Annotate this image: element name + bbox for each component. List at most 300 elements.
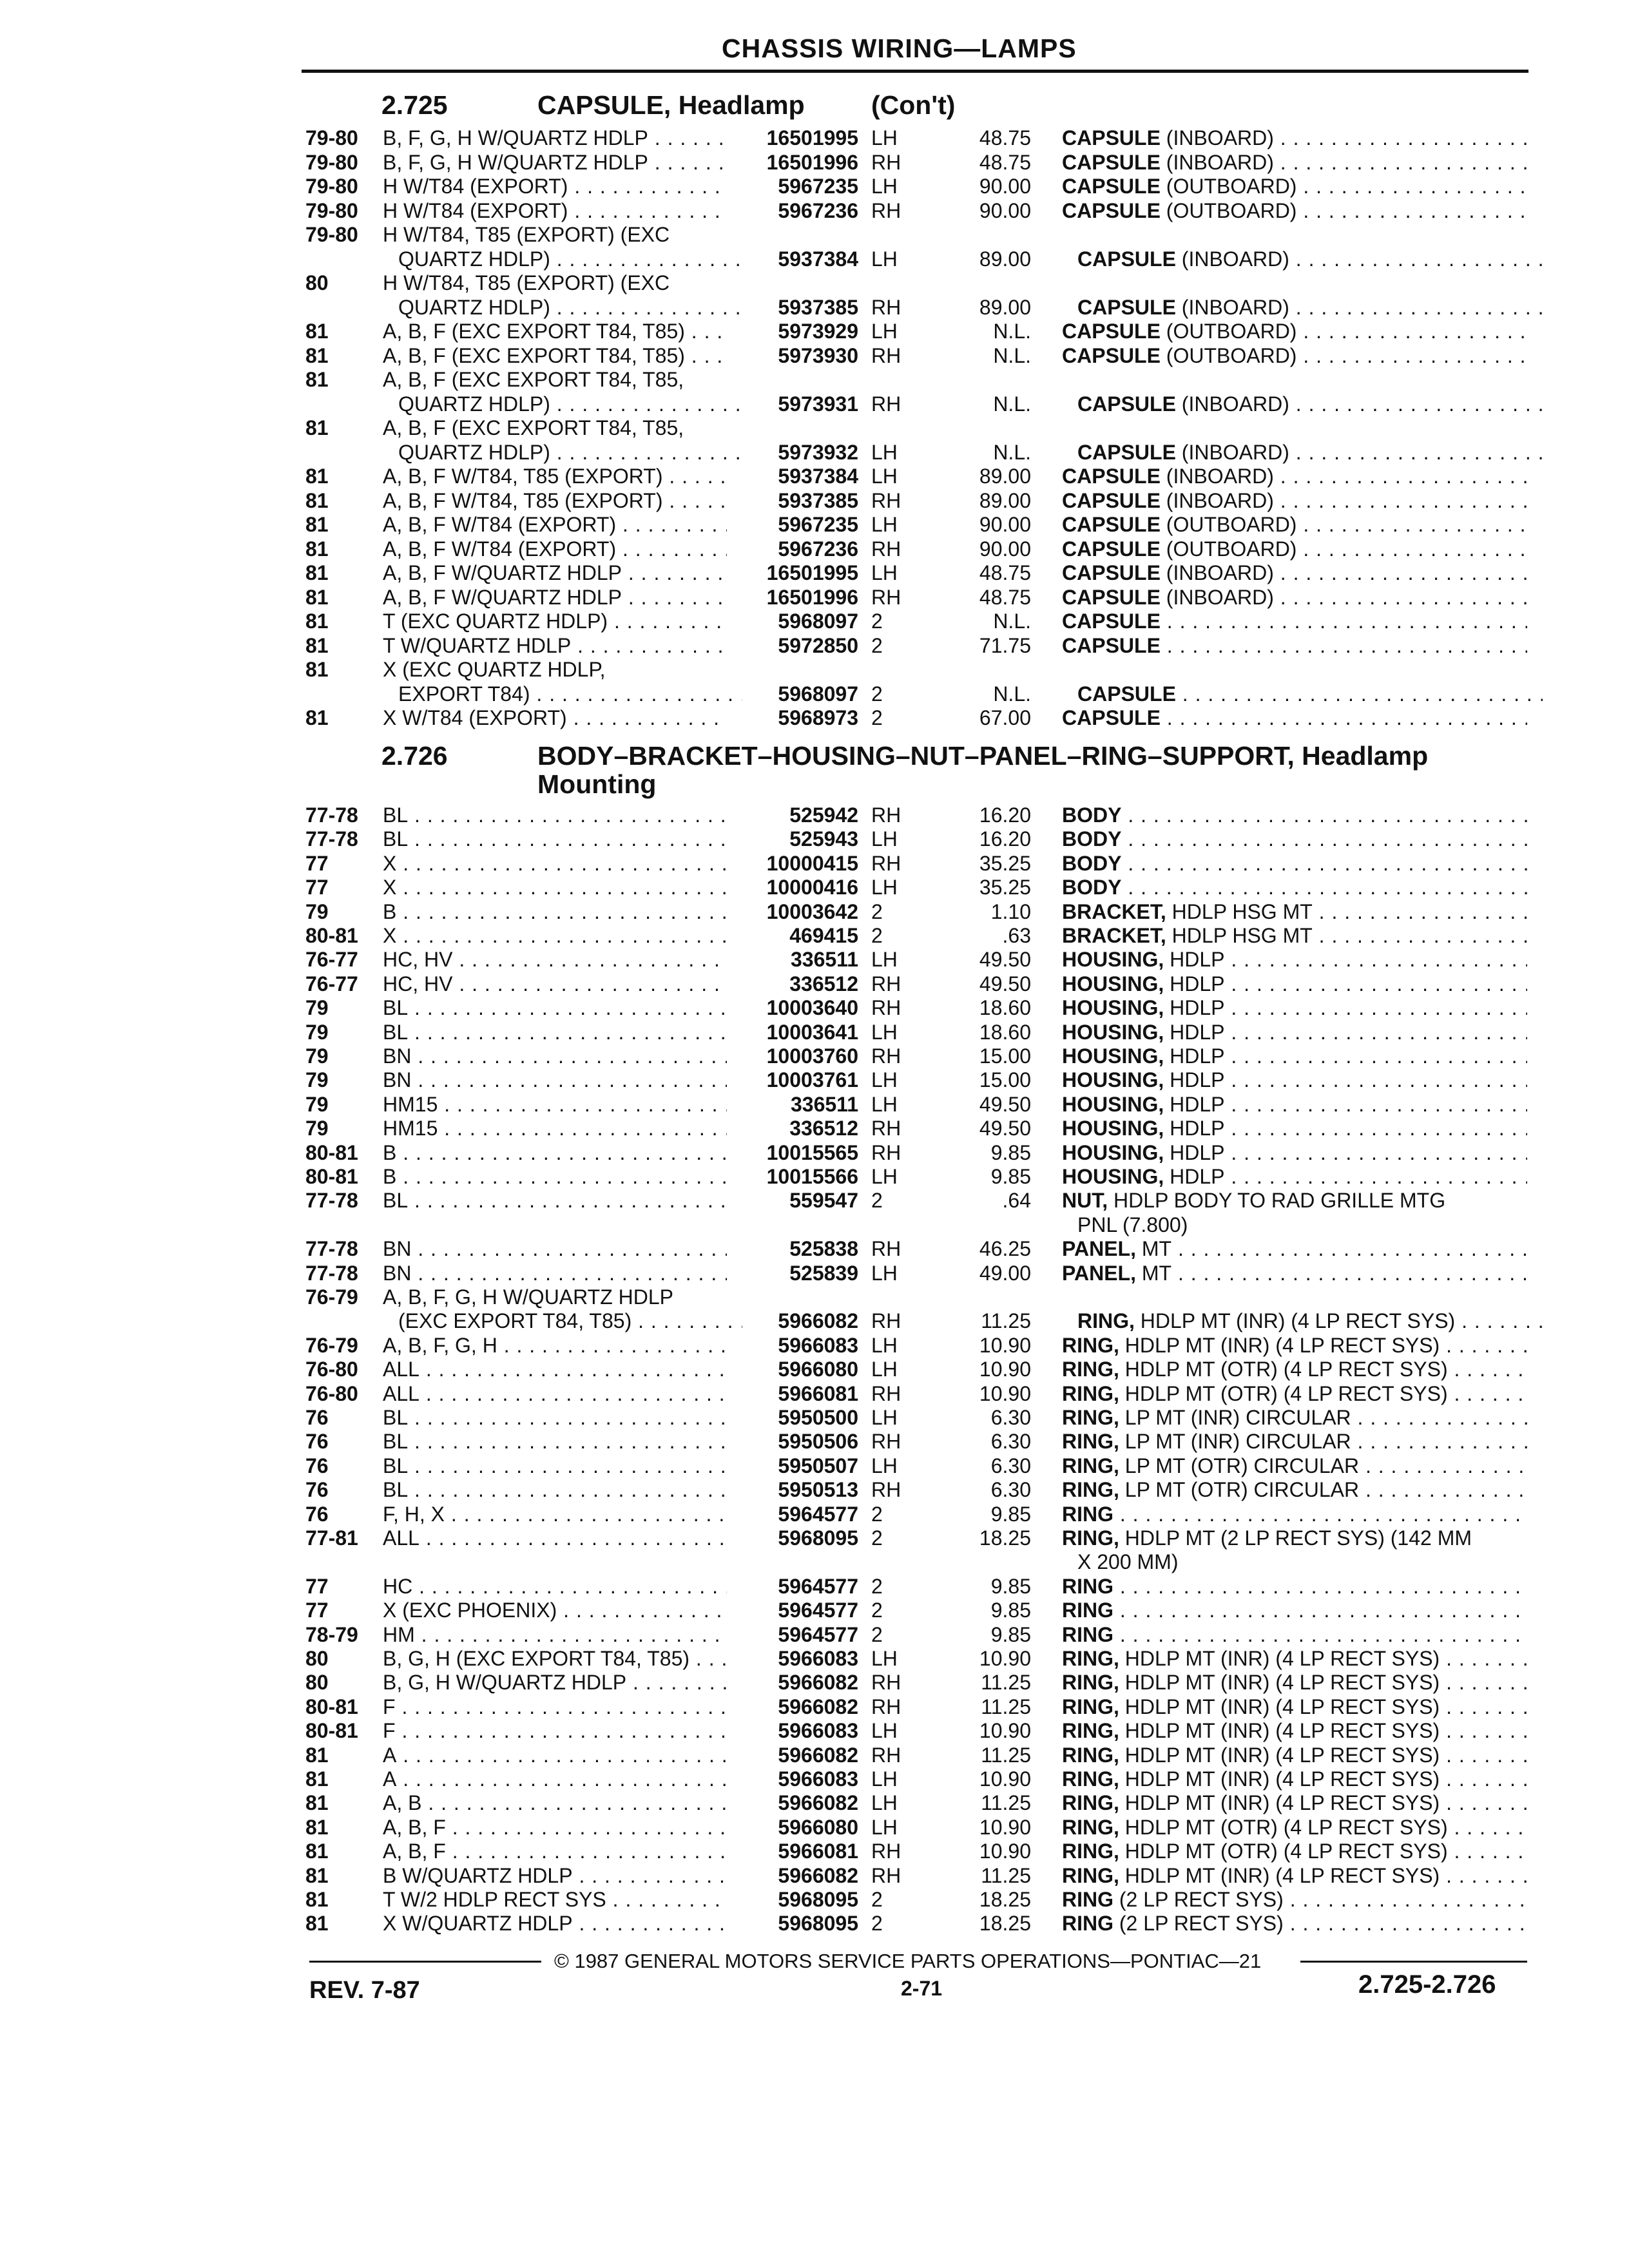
model-description: T W/2 HDLP RECT SYS . . .	[383, 1888, 727, 1911]
part-name-detail: HDLP MT (OTR) (4 LP RECT SYS)	[1119, 1358, 1448, 1381]
model-description: QUARTZ HDLP) . . .	[398, 247, 742, 271]
part-name-detail: HDLP	[1164, 1044, 1225, 1068]
part-name-detail: HDLP	[1164, 1140, 1225, 1164]
part-name	[1062, 900, 1527, 923]
table-row	[0, 1406, 1629, 1429]
part-name-bold: HOUSING,	[1062, 1092, 1164, 1116]
part-name-detail: HDLP MT (2 LP RECT SYS) (142 MM	[1119, 1526, 1472, 1550]
part-name-bold: BRACKET,	[1062, 924, 1166, 947]
section-number: 2.725	[381, 90, 448, 120]
model-year: 79	[305, 1092, 329, 1116]
price: 49.50	[979, 1117, 1031, 1140]
model-description: F, H, X . . .	[383, 1503, 727, 1526]
model-description: BL . . .	[383, 1021, 727, 1044]
price: 11.25	[981, 1309, 1031, 1333]
part-name	[1062, 199, 1527, 222]
model-description: F . . .	[383, 1719, 727, 1742]
part-name-bold: BODY	[1062, 827, 1122, 851]
part-number: 16501995	[766, 561, 858, 584]
part-name	[1062, 1478, 1527, 1501]
model-description: B W/QUARTZ HDLP . . .	[383, 1864, 727, 1887]
part-name-bold: HOUSING,	[1062, 1140, 1164, 1164]
model-description: HM15 . . .	[383, 1117, 727, 1140]
part-number: 10003761	[766, 1068, 858, 1092]
model-year: 79-80	[305, 175, 358, 198]
model-year: 81	[305, 706, 329, 729]
part-name-bold: HOUSING,	[1062, 1117, 1164, 1140]
model-year: 79-80	[305, 198, 358, 222]
part-number: 5966081	[778, 1840, 858, 1863]
table-row	[0, 803, 1629, 827]
part-name-detail: (INBOARD)	[1160, 150, 1274, 174]
price: N.L.	[993, 320, 1031, 343]
part-name-detail: (INBOARD)	[1175, 247, 1289, 271]
part-name	[1062, 1575, 1527, 1598]
part-name	[1062, 1141, 1527, 1164]
part-name-bold: RING	[1062, 1502, 1113, 1526]
table-row	[0, 489, 1629, 512]
part-name-detail: HDLP	[1164, 1068, 1225, 1092]
part-number: 5966082	[778, 1671, 858, 1695]
part-name-bold: CAPSULE	[1077, 247, 1176, 271]
part-name-detail: LP MT (INR) CIRCULAR	[1119, 1430, 1351, 1454]
quantity: RH	[871, 1863, 901, 1887]
model-year: 81	[305, 320, 329, 343]
table-row	[0, 1478, 1629, 1501]
table-row	[0, 1454, 1629, 1477]
part-name-bold: BODY	[1062, 876, 1122, 899]
price: 90.00	[979, 513, 1031, 536]
part-name-detail: HDLP MT (INR) (4 LP RECT SYS)	[1119, 1695, 1440, 1718]
model-description: B, F, G, H W/QUARTZ HDLP . . .	[383, 151, 727, 174]
model-year: 76-80	[305, 1358, 358, 1381]
part-name-bold: NUT,	[1062, 1189, 1108, 1213]
price: 48.75	[979, 561, 1031, 584]
model-year: 81	[305, 1743, 329, 1767]
price: 9.85	[990, 1574, 1031, 1598]
price: 9.85	[990, 1165, 1031, 1188]
model-description: BL . . .	[383, 827, 727, 850]
part-number: 5966082	[778, 1695, 858, 1718]
part-name	[1077, 441, 1543, 464]
price: 49.00	[979, 1261, 1031, 1285]
quantity: LH	[871, 876, 898, 899]
part-number: 10003641	[766, 1020, 858, 1044]
part-name-detail: (INBOARD)	[1160, 465, 1274, 488]
part-name-detail: HDLP MT (INR) (4 LP RECT SYS)	[1119, 1671, 1440, 1695]
part-name	[1062, 827, 1527, 850]
part-name-bold: CAPSULE	[1062, 320, 1161, 343]
part-name	[1062, 1382, 1527, 1405]
part-name	[1062, 610, 1527, 633]
table-row	[0, 1309, 1629, 1332]
price: 11.25	[981, 1863, 1031, 1887]
model-description: B . . .	[383, 900, 727, 923]
part-name-bold: BODY	[1062, 803, 1122, 827]
part-name-bold: HOUSING,	[1062, 948, 1164, 972]
part-name-bold: RING,	[1062, 1381, 1119, 1405]
table-row	[0, 368, 1629, 391]
part-name-bold: CAPSULE	[1077, 682, 1176, 706]
part-name	[1062, 1888, 1527, 1911]
model-year: 79-80	[305, 150, 358, 174]
part-name	[1062, 1744, 1527, 1767]
part-name	[1062, 1912, 1527, 1935]
price: 35.25	[979, 876, 1031, 899]
part-name-bold: RING	[1062, 1622, 1113, 1646]
quantity: RH	[871, 1430, 901, 1454]
quantity: LH	[871, 1767, 898, 1791]
quantity: 2	[871, 1574, 883, 1598]
part-name	[1062, 996, 1527, 1019]
model-description: A, B, F (EXC EXPORT T84, T85,	[383, 368, 684, 391]
part-name-detail: HDLP MT (INR) (4 LP RECT SYS)	[1119, 1333, 1440, 1357]
part-name-detail: HDLP	[1164, 972, 1225, 995]
quantity: LH	[871, 1647, 898, 1670]
part-name-detail: MT	[1135, 1237, 1172, 1261]
part-name-bold: RING	[1062, 1888, 1113, 1911]
part-name	[1077, 247, 1543, 271]
table-row	[0, 1358, 1629, 1381]
price: 48.75	[979, 585, 1031, 609]
price: 10.90	[979, 1333, 1031, 1357]
model-year: 77	[305, 1574, 329, 1598]
part-number: 5968095	[778, 1888, 858, 1911]
part-name-detail: X 200 MM)	[1077, 1550, 1179, 1574]
price: 35.25	[979, 851, 1031, 875]
model-description: HM . . .	[383, 1623, 727, 1646]
part-name-bold: HOUSING,	[1062, 1068, 1164, 1092]
model-description: QUARTZ HDLP) . . .	[398, 296, 742, 319]
model-description: B . . .	[383, 1141, 727, 1164]
model-year: 76-79	[305, 1333, 358, 1357]
model-description: A, B, F W/QUARTZ HDLP . . .	[383, 586, 727, 609]
table-row	[0, 1695, 1629, 1718]
part-name-detail: HDLP	[1164, 948, 1225, 972]
table-row	[0, 1550, 1629, 1573]
part-number: 10000416	[766, 876, 858, 899]
table-row	[0, 634, 1629, 657]
section-number: 2.726	[381, 741, 448, 771]
part-name-bold: CAPSULE	[1062, 537, 1161, 561]
part-name	[1062, 1165, 1527, 1188]
model-year: 81	[305, 561, 329, 584]
part-name-detail: (INBOARD)	[1160, 126, 1274, 149]
model-year: 79	[305, 1068, 329, 1092]
part-name	[1062, 1334, 1527, 1357]
part-name	[1062, 948, 1527, 971]
model-year: 81	[305, 658, 329, 681]
price: 49.50	[979, 1092, 1031, 1116]
model-description: A, B, F W/T84, T85 (EXPORT) . . .	[383, 489, 727, 512]
part-name-bold: RING,	[1062, 1719, 1119, 1743]
part-name	[1062, 537, 1527, 561]
part-name	[1062, 320, 1527, 343]
model-description: BL . . .	[383, 996, 727, 1019]
price: 10.90	[979, 1815, 1031, 1839]
part-name	[1062, 1454, 1527, 1477]
part-name-bold: RING,	[1062, 1478, 1119, 1502]
part-number: 5968095	[778, 1526, 858, 1550]
quantity: RH	[871, 1117, 901, 1140]
quantity: 2	[871, 1599, 883, 1622]
model-year: 79-80	[305, 223, 358, 246]
price: 15.00	[979, 1044, 1031, 1068]
part-name	[1062, 175, 1527, 198]
revision-label: REV. 7-87	[309, 1977, 420, 2004]
part-number: 10015566	[766, 1165, 858, 1188]
table-row	[0, 175, 1629, 198]
price: 9.85	[990, 1599, 1031, 1622]
model-year: 79	[305, 996, 329, 1020]
part-name-bold: CAPSULE	[1062, 175, 1161, 198]
part-name-bold: CAPSULE	[1077, 392, 1176, 416]
table-row	[0, 126, 1629, 149]
part-name-detail: (OUTBOARD)	[1160, 537, 1297, 561]
table-row	[0, 1888, 1629, 1911]
model-description: BN . . .	[383, 1262, 727, 1285]
part-name-bold: PANEL,	[1062, 1237, 1136, 1261]
price: 11.25	[981, 1743, 1031, 1767]
part-name-bold: CAPSULE	[1062, 343, 1161, 367]
part-name	[1077, 1213, 1543, 1236]
part-number: 5966082	[778, 1791, 858, 1815]
part-name-bold: HOUSING,	[1062, 1044, 1164, 1068]
quantity: RH	[871, 851, 901, 875]
price: 48.75	[979, 150, 1031, 174]
part-name-detail: HDLP MT (INR) (4 LP RECT SYS)	[1119, 1791, 1440, 1815]
table-row	[0, 706, 1629, 729]
table-row	[0, 1044, 1629, 1068]
quantity: RH	[871, 343, 901, 367]
part-name	[1062, 151, 1527, 174]
part-name	[1062, 344, 1527, 367]
table-row	[0, 852, 1629, 875]
table-row	[0, 900, 1629, 923]
model-year: 80-81	[305, 1695, 358, 1718]
table-row	[0, 513, 1629, 536]
quantity: RH	[871, 1237, 901, 1261]
quantity: RH	[871, 198, 901, 222]
quantity: RH	[871, 1309, 901, 1333]
part-name-bold: RING,	[1062, 1791, 1119, 1815]
part-name-detail: HDLP MT (INR) (4 LP RECT SYS)	[1119, 1863, 1440, 1887]
part-name-detail: (2 LP RECT SYS)	[1113, 1912, 1284, 1936]
part-number: 5964577	[778, 1599, 858, 1622]
part-number: 336512	[789, 972, 858, 995]
price: 49.50	[979, 948, 1031, 972]
table-row	[0, 1068, 1629, 1091]
quantity: LH	[871, 320, 898, 343]
part-name-detail: HDLP MT (INR) (4 LP RECT SYS)	[1134, 1309, 1456, 1333]
part-name-bold: CAPSULE	[1062, 585, 1161, 609]
quantity: RH	[871, 150, 901, 174]
price: 6.30	[990, 1478, 1031, 1502]
model-description: A, B, F (EXC EXPORT T84, T85,	[383, 416, 684, 439]
price: 90.00	[979, 175, 1031, 198]
table-row	[0, 392, 1629, 416]
part-name	[1062, 489, 1527, 512]
part-name	[1062, 972, 1527, 995]
copyright-notice: © 1987 GENERAL MOTORS SERVICE PARTS OPERATIONS—PONTIAC—21	[554, 1950, 1262, 1972]
table-row	[0, 827, 1629, 850]
model-year: 81	[305, 513, 329, 536]
part-name-bold: RING,	[1062, 1671, 1119, 1695]
model-description: QUARTZ HDLP) . . .	[398, 441, 742, 464]
price: 6.30	[990, 1406, 1031, 1429]
part-name	[1062, 803, 1527, 827]
model-year: 81	[305, 1840, 329, 1863]
model-description: A, B, F . . .	[383, 1840, 727, 1863]
model-description: A . . .	[383, 1767, 727, 1791]
table-row	[0, 1816, 1629, 1839]
part-number: 5966083	[778, 1767, 858, 1791]
model-description: X (EXC QUARTZ HDLP,	[383, 658, 606, 681]
part-number: 336511	[790, 1092, 858, 1116]
model-year: 80-81	[305, 1140, 358, 1164]
part-number: 559547	[789, 1189, 858, 1213]
part-name-bold: RING,	[1062, 1767, 1119, 1791]
part-name	[1062, 1021, 1527, 1044]
part-number: 16501996	[766, 585, 858, 609]
table-row	[0, 1285, 1629, 1309]
part-name-bold: PANEL,	[1062, 1261, 1136, 1285]
part-name-bold: BRACKET,	[1062, 899, 1166, 923]
part-name-bold: HOUSING,	[1062, 996, 1164, 1020]
model-year: 79-80	[305, 126, 358, 149]
quantity: RH	[871, 1140, 901, 1164]
model-description: B, F, G, H W/QUARTZ HDLP . . .	[383, 126, 727, 149]
part-number: 5973929	[778, 320, 858, 343]
part-name	[1062, 1526, 1527, 1550]
table-row	[0, 1840, 1629, 1863]
model-year: 76-80	[305, 1381, 358, 1405]
part-number: 5966083	[778, 1719, 858, 1743]
price: 89.00	[979, 465, 1031, 488]
table-row	[0, 151, 1629, 174]
model-description: A, B, F, G, H . . .	[383, 1334, 727, 1357]
section-heading-2726	[381, 741, 1541, 805]
section-title: BODY–BRACKET–HOUSING–NUT–PANEL–RING–SUPPORT, Headlamp	[537, 741, 1429, 771]
model-year: 77-78	[305, 1189, 358, 1213]
table-row	[0, 271, 1629, 294]
table-row	[0, 1430, 1629, 1453]
model-year: 80-81	[305, 1719, 358, 1743]
table-row	[0, 1189, 1629, 1212]
part-name-detail: (INBOARD)	[1175, 440, 1289, 464]
part-name	[1062, 1840, 1527, 1863]
part-number: 5937384	[778, 247, 858, 271]
part-name-bold: CAPSULE	[1062, 126, 1161, 149]
model-year: 79	[305, 899, 329, 923]
table-row	[0, 561, 1629, 584]
model-year: 81	[305, 1767, 329, 1791]
price: 10.90	[979, 1647, 1031, 1670]
part-name-detail: HDLP MT (INR) (4 LP RECT SYS)	[1119, 1719, 1440, 1743]
model-description: (EXC EXPORT T84, T85) . . .	[398, 1309, 742, 1332]
part-name	[1062, 1623, 1527, 1646]
part-name-bold: CAPSULE	[1062, 488, 1161, 512]
part-name-detail: HDLP MT (OTR) (4 LP RECT SYS)	[1119, 1815, 1448, 1839]
quantity: LH	[871, 1791, 898, 1815]
price: 16.20	[979, 803, 1031, 827]
quantity: LH	[871, 1333, 898, 1357]
quantity: LH	[871, 1261, 898, 1285]
quantity: 2	[871, 899, 883, 923]
part-name-detail: LP MT (OTR) CIRCULAR	[1119, 1478, 1360, 1502]
part-name-bold: RING,	[1062, 1647, 1119, 1670]
quantity: LH	[871, 440, 898, 464]
part-name	[1062, 1719, 1527, 1742]
model-description: A, B . . .	[383, 1791, 727, 1814]
quantity: RH	[871, 488, 901, 512]
model-year: 81	[305, 488, 329, 512]
part-name-bold: CAPSULE	[1062, 633, 1161, 657]
part-name-bold: RING	[1062, 1912, 1113, 1936]
price: 10.90	[979, 1719, 1031, 1743]
part-name-detail: HDLP	[1164, 1092, 1225, 1116]
table-row	[0, 1093, 1629, 1116]
section-range: 2.725-2.726	[1358, 1970, 1496, 1999]
part-number: 5966082	[778, 1309, 858, 1333]
price: 11.25	[981, 1791, 1031, 1815]
table-row	[0, 1744, 1629, 1767]
model-year: 81	[305, 633, 329, 657]
part-name-bold: RING,	[1062, 1333, 1119, 1357]
part-name	[1062, 1358, 1527, 1381]
price: 10.90	[979, 1840, 1031, 1863]
quantity: RH	[871, 1743, 901, 1767]
part-number: 525943	[789, 827, 858, 851]
price: 6.30	[990, 1430, 1031, 1454]
part-name-bold: RING,	[1062, 1815, 1119, 1839]
quantity: RH	[871, 392, 901, 416]
part-name-bold: RING,	[1077, 1309, 1135, 1333]
table-row	[0, 1165, 1629, 1188]
model-year: 80	[305, 1671, 329, 1695]
quantity: 2	[871, 1526, 883, 1550]
part-name	[1062, 1599, 1527, 1622]
quantity: RH	[871, 585, 901, 609]
part-name-detail: HDLP	[1164, 996, 1225, 1020]
footer-rule-left	[309, 1961, 541, 1963]
part-number: 5968973	[778, 706, 858, 729]
table-row	[0, 1671, 1629, 1694]
model-description: A, B, F W/T84, T85 (EXPORT) . . .	[383, 465, 727, 488]
part-number: 16501995	[766, 126, 858, 149]
model-year: 77-78	[305, 1237, 358, 1261]
table-row	[0, 1623, 1629, 1646]
section-continued: (Con't)	[871, 90, 956, 120]
part-name	[1062, 1816, 1527, 1839]
table-row	[0, 1382, 1629, 1405]
model-year: 81	[305, 1815, 329, 1839]
part-name-bold: RING	[1062, 1599, 1113, 1622]
table-row	[0, 1141, 1629, 1164]
model-year: 76	[305, 1430, 329, 1454]
quantity: LH	[871, 948, 898, 972]
table-row	[0, 223, 1629, 246]
model-description: X . . .	[383, 852, 727, 875]
model-description: ALL . . .	[383, 1358, 727, 1381]
part-number: 10003642	[766, 899, 858, 923]
part-name	[1062, 1406, 1527, 1429]
quantity: RH	[871, 537, 901, 561]
part-name-detail: (OUTBOARD)	[1160, 513, 1297, 536]
part-name-bold: HOUSING,	[1062, 1165, 1164, 1188]
model-description: B, G, H (EXC EXPORT T84, T85) . . .	[383, 1647, 727, 1670]
quantity: RH	[871, 1840, 901, 1863]
